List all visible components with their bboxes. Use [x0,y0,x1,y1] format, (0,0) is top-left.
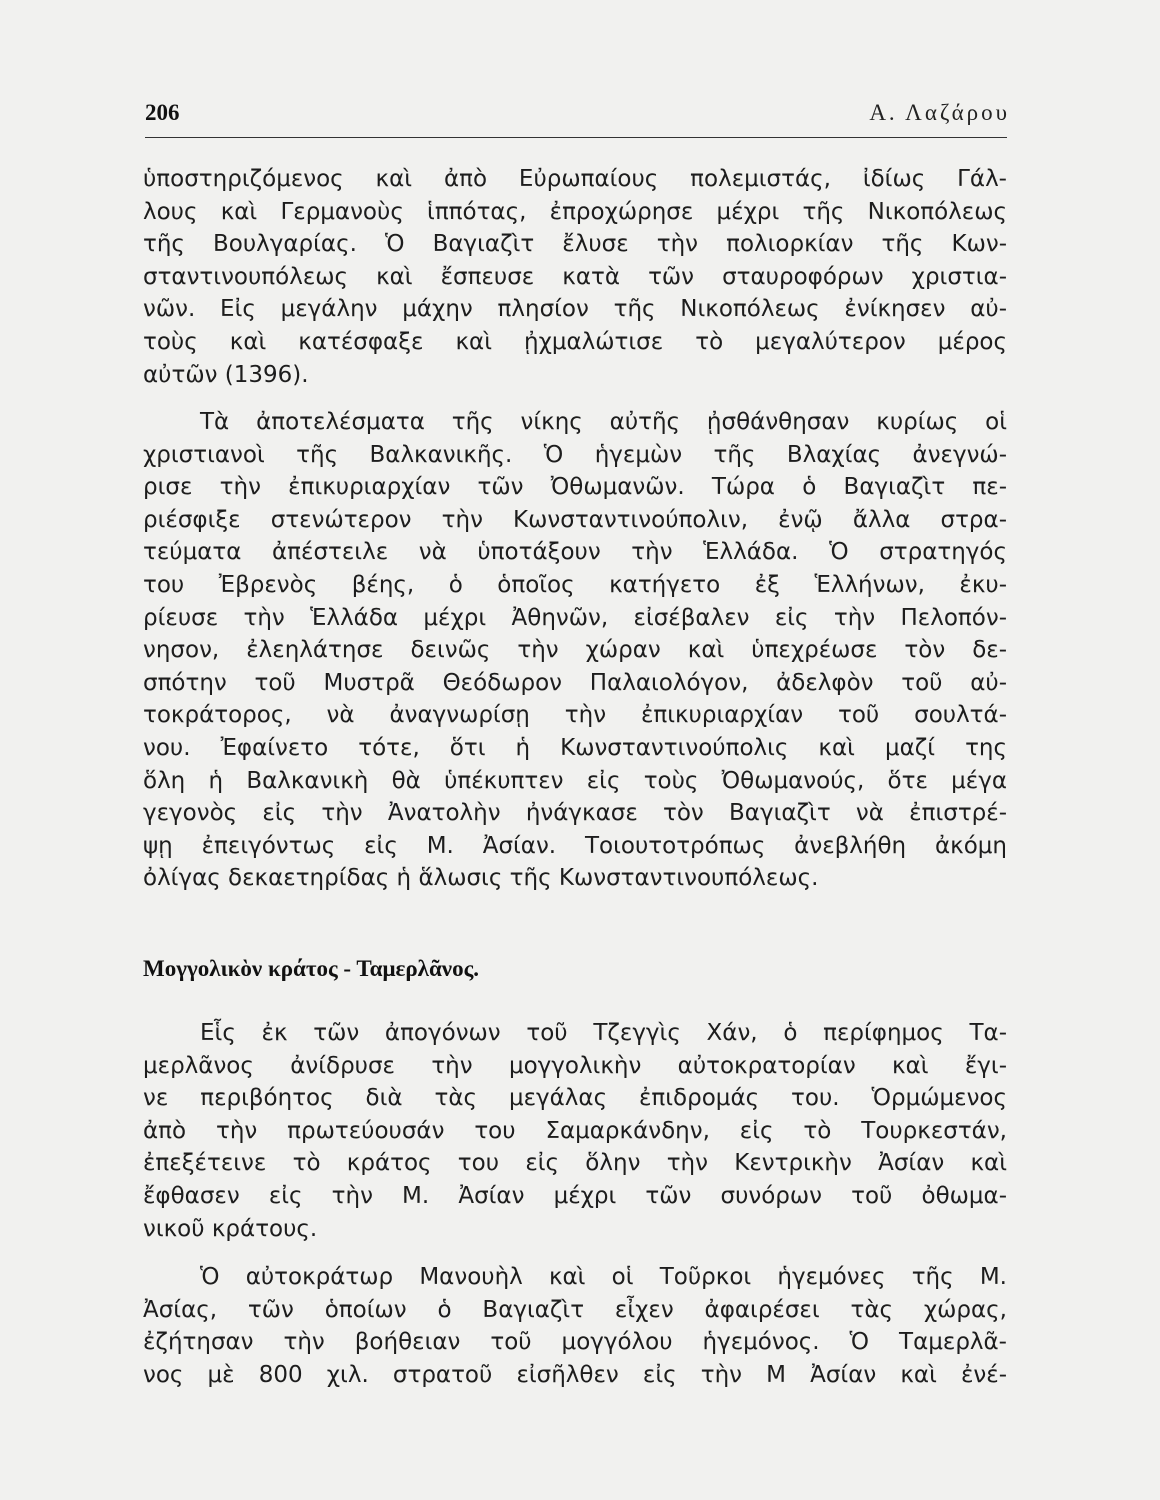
section-heading: Μογγολικὸν κράτος - Ταμερλᾶνος. [143,956,480,981]
text-line: νου. Ἐφαίνετο τότε, ὅτι ἡ Κωνσταντινούπολις καὶ μαζί της [143,734,1007,761]
text-line: ὀλίγας δεκαετηρίδας ἡ ἅλωσις τῆς Κωνσταντινουπόλεως. [143,865,819,892]
paragraph-1 [143,163,1007,391]
text-line: ψῃ ἐπειγόντως εἰς Μ. Ἀσίαν. Τοιουτοτρόπως ἀνεβλήθη ἀκόμη [143,832,1007,859]
text-line: ρισε τὴν ἐπικυριαρχίαν τῶν Ὀθωμανῶν. Τώρα ὁ Βαγιαζὶτ πε- [143,474,1007,501]
text-line: ἐπεξέτεινε τὸ κράτος του εἰς ὅλην τὴν Κεντρικὴν Ἀσίαν καὶ [143,1150,1007,1177]
paragraph-2 [143,406,1007,895]
text-line: ριέσφιξε στενώτερον τὴν Κωνσταντινούπολιν, ἐνῷ ἄλλα στρα- [143,506,1007,533]
text-line: ὑποστηριζόμενος καὶ ἀπὸ Εὐρωπαίους πολεμιστάς, ἰδίως Γάλ- [143,166,1007,192]
running-head: Α. Λαζάρου [869,100,1010,125]
text-line: νῶν. Εἰς μεγάλην μάχην πλησίον τῆς Νικοπόλεως ἐνίκησεν αὐ- [143,296,1007,323]
text-line: τεύματα ἀπέστειλε νὰ ὑποτάξουν τὴν Ἑλλάδα. Ὁ στρατηγός [143,539,1007,566]
header-rule [145,137,1007,138]
text-line: Εἷς ἐκ τῶν ἀπογόνων τοῦ Τζεγγὶς Χάν, ὁ περίφημος Τα- [200,1020,1007,1046]
text-line: αὐτῶν (1396). [143,361,309,388]
text-line: γεγονὸς εἰς τὴν Ἀνατολὴν ἠνάγκασε τὸν Βαγιαζὶτ νὰ ἐπιστρέ- [143,800,1007,827]
text-line: ἐζήτησαν τὴν βοήθειαν τοῦ μογγόλου ἡγεμόνος. Ὁ Ταμερλᾶ- [143,1329,1007,1356]
text-line: Ὁ αὐτοκράτωρ Μανουὴλ καὶ οἱ Τοῦρκοι ἡγεμόνες τῆς Μ. [200,1264,1007,1290]
text-line: νος μὲ 800 χιλ. στρατοῦ εἰσῆλθεν εἰς τὴν Μ Ἀσίαν καὶ ἐνέ- [143,1361,1007,1388]
text-line: τῆς Βουλγαρίας. Ὁ Βαγιαζὶτ ἔλυσε τὴν πολιορκίαν τῆς Κων- [143,231,1007,258]
text-line: του Ἐβρενὸς βέης, ὁ ὁποῖος κατήγετο ἐξ Ἑλλήνων, ἐκυ- [143,571,1007,598]
text-line: τοκράτορος, νὰ ἀναγνωρίσῃ τὴν ἐπικυριαρχίαν τοῦ σουλτά- [143,702,1007,729]
text-line: νησον, ἐλεηλάτησε δεινῶς τὴν χώραν καὶ ὑπεχρέωσε τὸν δε- [143,637,1007,664]
text-line: ὅλη ἡ Βαλκανικὴ θὰ ὑπέκυπτεν εἰς τοὺς Ὀθωμανούς, ὅτε μέγα [143,767,1007,794]
text-line: σταντινουπόλεως καὶ ἔσπευσε κατὰ τῶν σταυροφόρων χριστια- [143,263,1007,290]
text-line: τοὺς καὶ κατέσφαξε καὶ ᾐχμαλώτισε τὸ μεγαλύτερον μέρος [143,328,1007,355]
paragraph-3 [143,1017,1007,1245]
text-line: σπότην τοῦ Μυστρᾶ Θεόδωρον Παλαιολόγον, ἀδελφὸν τοῦ αὐ- [143,669,1007,696]
text-line: νε περιβόητος διὰ τὰς μεγάλας ἐπιδρομάς του. Ὁρμώμενος [143,1085,1007,1112]
text-line: μερλᾶνος ἀνίδρυσε τὴν μογγολικὴν αὐτοκρατορίαν καὶ ἔγι- [143,1052,1007,1079]
text-line: νικοῦ κράτους. [143,1215,318,1242]
text-line: λους καὶ Γερμανοὺς ἱππότας, ἐπροχώρησε μέχρι τῆς Νικοπόλεως [143,198,1007,225]
page-number: 206 [145,100,180,125]
text-line: Ἀσίας, τῶν ὁποίων ὁ Βαγιαζὶτ εἶχεν ἀφαιρέσει τὰς χώρας, [143,1296,1007,1323]
text-line: ρίευσε τὴν Ἑλλάδα μέχρι Ἀθηνῶν, εἰσέβαλεν εἰς τὴν Πελοπόν- [143,604,1007,631]
text-line: ἔφθασεν εἰς τὴν Μ. Ἀσίαν μέχρι τῶν συνόρων τοῦ ὀθωμα- [143,1182,1007,1209]
page-header [145,100,1010,140]
text-line: ἀπὸ τὴν πρωτεύουσάν του Σαμαρκάνδην, εἰς τὸ Τουρκεστάν, [143,1117,1007,1144]
text-line: χριστιανοὶ τῆς Βαλκανικῆς. Ὁ ἡγεμὼν τῆς Βλαχίας ἀνεγνώ- [143,441,1007,468]
paragraph-4 [143,1261,1007,1391]
text-line: Τὰ ἀποτελέσματα τῆς νίκης αὐτῆς ᾐσθάνθησαν κυρίως οἱ [200,409,1007,435]
